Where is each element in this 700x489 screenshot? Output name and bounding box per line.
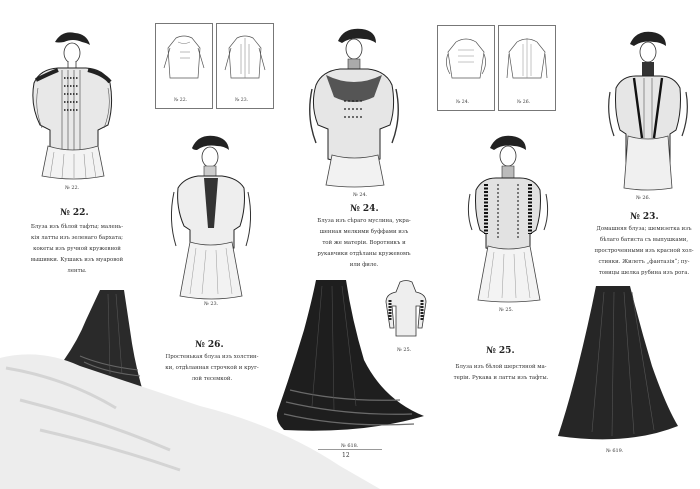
heading-24: № 24. — [350, 204, 379, 214]
description-line: теріи. Рукава и латты изъ тафты. — [453, 375, 549, 381]
description-line: простроченными изъ красной хол- — [594, 248, 694, 254]
illustration-blouse-24 — [306, 25, 402, 187]
description-25 — [446, 362, 556, 384]
inset-box-26 — [498, 25, 556, 111]
heading-26: № 26. — [195, 340, 224, 350]
inset-sketch-22 — [162, 32, 206, 90]
description-line: той же матеріи. Воротникъ и — [322, 240, 406, 246]
description-line: стинки. Жилетъ „фантазія“; пу- — [598, 259, 690, 265]
description-22 — [22, 222, 132, 277]
inset-sketch-26 — [505, 34, 549, 92]
description-line: Домашняя блуза; шемизетка изъ — [596, 226, 692, 232]
illustration-blouse-23 — [168, 132, 254, 298]
description-line: Блуза изъ бѣлой шерстяной ма- — [455, 364, 547, 370]
description-line: ленты. — [67, 268, 87, 274]
illustration-blouse-25 — [468, 132, 550, 302]
description-line: Блуза изъ бѣлой тафты; малень- — [30, 224, 124, 230]
description-line: кія латты изъ зеленаго бархата; — [30, 235, 123, 241]
caption-fig23: № 23. — [204, 301, 219, 307]
page-number-rule — [318, 449, 382, 450]
caption-fig26-inset: № 26. — [517, 100, 531, 105]
description-line: или филе. — [349, 262, 379, 268]
illustration-blouse-26 — [608, 28, 688, 190]
description-26 — [158, 352, 266, 385]
page-number: 12 — [342, 452, 350, 459]
heading-22: № 22. — [60, 208, 89, 218]
heading-23: № 23. — [630, 212, 659, 222]
caption-fig24: № 24. — [353, 192, 368, 198]
description-24 — [310, 216, 418, 271]
inset-box-24 — [437, 25, 495, 111]
illustration-blouse-22 — [28, 28, 118, 180]
caption-fig23-inset: № 23. — [235, 98, 249, 103]
inset-sketch-24 — [444, 34, 488, 92]
inset-box-23 — [216, 23, 274, 109]
description-line: Простенькая блуза изъ холстин- — [165, 354, 259, 360]
caption-fig22-inset: № 22. — [174, 98, 188, 103]
caption-fig25: № 25. — [499, 307, 514, 313]
caption-fig24-inset: № 24. — [456, 100, 470, 105]
description-line: кокеты изъ ручной кружевной — [33, 246, 121, 252]
description-23 — [590, 224, 698, 279]
description-line: шенная мелкими буффами изъ — [319, 229, 409, 235]
caption-skirt-618: № 618. — [341, 443, 359, 449]
illustration-blouse-25-small — [386, 280, 426, 342]
illustration-skirt-619 — [556, 286, 680, 444]
description-line: бѣлаго батиста съ выпушками, — [599, 237, 689, 243]
caption-fig25-small: № 25. — [397, 347, 412, 353]
description-line: рукавчики отдѣланы кружевомъ — [317, 251, 411, 257]
caption-fig26: № 26. — [636, 195, 651, 201]
heading-25: № 25. — [486, 346, 515, 356]
description-line: ки, отдѣланная строчкой и круг- — [165, 365, 259, 371]
description-line: вышивки. Кушакъ изъ муаровой — [30, 257, 124, 263]
caption-fig22: № 22. — [65, 185, 80, 191]
inset-sketch-23 — [223, 32, 267, 90]
description-line: лой тесемкой. — [191, 376, 233, 382]
caption-skirt-619: № 619. — [606, 448, 624, 454]
inset-box-22 — [155, 23, 213, 109]
description-line: Блуза изъ сѣраго муслина, укра- — [317, 218, 411, 224]
description-line: товицы шелка рубина изъ рога. — [598, 270, 690, 276]
